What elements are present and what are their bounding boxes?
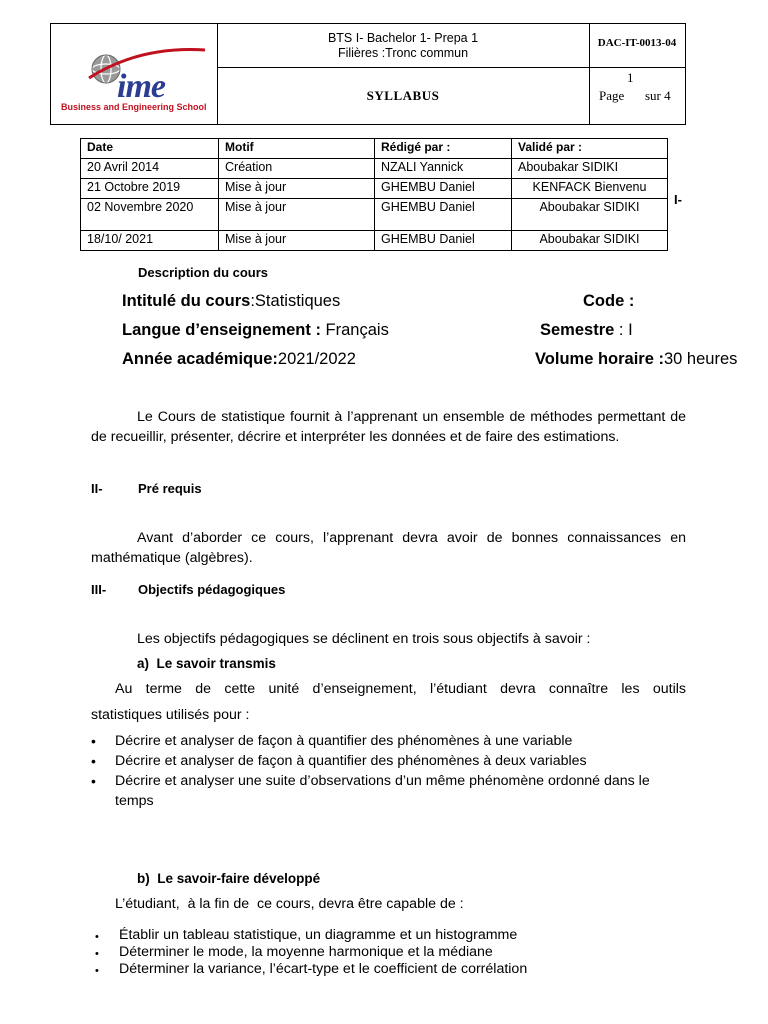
doc-title: SYLLABUS <box>366 88 440 103</box>
savoir-faire-list <box>92 927 692 978</box>
list-item: • Établir un tableau statistique, un diagramme et un histogramme <box>92 927 692 944</box>
list-item: • Déterminer la variance, l’écart-type et le coefficient de corrélation <box>92 961 692 978</box>
subsection-a <box>137 656 276 671</box>
list-item: • Décrire et analyser de façon à quantifier des phénomènes à deux variables <box>88 751 688 771</box>
table-cell: Création <box>219 159 375 179</box>
subsection-a-intro-line2: statistiques utilisés pour : <box>91 707 250 723</box>
course-title-value: :Statistiques <box>250 292 341 310</box>
list-item: • Décrire et analyser de façon à quantifier des phénomènes à une variable <box>88 731 688 751</box>
table-row <box>81 159 668 179</box>
subsection-a-label: a) <box>137 656 150 671</box>
semester-label: Semestre <box>540 321 615 339</box>
section-title: Objectifs pédagogiques <box>138 582 286 597</box>
page-total: sur 4 <box>645 88 671 103</box>
table-row <box>81 231 668 251</box>
logo-tagline: Business and Engineering School <box>61 102 207 112</box>
course-title-line <box>122 292 340 311</box>
section-number: II- <box>91 481 103 496</box>
table-cell: 02 Novembre 2020 <box>81 199 219 231</box>
table-cell: Aboubakar SIDIKI <box>512 231 668 251</box>
subsection-b-intro: L’étudiant, à la fin de ce cours, devra être capable de : <box>115 896 464 912</box>
list-item: • Déterminer le mode, la moyenne harmonique et la médiane <box>92 944 692 961</box>
course-code-label: Code : <box>583 292 635 310</box>
table-row <box>81 199 668 231</box>
subsection-b-title: Le savoir-faire développé <box>157 871 321 886</box>
table-cell: Mise à jour <box>219 231 375 251</box>
column-header: Motif <box>219 139 375 159</box>
column-header: Rédigé par : <box>375 139 512 159</box>
table-cell: GHEMBU Daniel <box>375 199 512 231</box>
table-header-row <box>81 139 668 159</box>
prereq-text: Avant d’aborder ce cours, l’apprenant devra avoir de bonnes connaissances en mathématique (algèbres). <box>91 530 686 566</box>
table-cell: Aboubakar SIDIKI <box>512 199 668 231</box>
savoir-transmis-list <box>88 731 688 811</box>
table-cell: GHEMBU Daniel <box>375 179 512 199</box>
course-description: Le Cours de statistique fournit à l’apprenant un ensemble de méthodes permettant de de recueillir, présenter, décrire et interpréter les données et de faire des estimations. <box>91 409 686 445</box>
language-value: Français <box>325 321 389 339</box>
subsection-b-label: b) <box>137 871 150 886</box>
year-line <box>122 350 356 369</box>
semester-line <box>540 321 633 340</box>
volume-line <box>535 350 737 369</box>
subsection-b <box>137 871 320 886</box>
programs-line2: Filières :Tronc commun <box>337 46 469 60</box>
subsection-a-intro-line1: Au terme de cette unité d’enseignement, l’étudiant devra connaître les outils <box>115 681 686 697</box>
table-row <box>81 179 668 199</box>
header-center <box>217 24 590 124</box>
programs-line1: BTS I- Bachelor 1- Prepa 1 <box>327 31 479 45</box>
table-cell: Mise à jour <box>219 199 375 231</box>
document-header <box>50 23 686 125</box>
year-value: 2021/2022 <box>277 350 356 368</box>
table-cell: 21 Octobre 2019 <box>81 179 219 199</box>
table-cell: 18/10/ 2021 <box>81 231 219 251</box>
semester-value: : I <box>618 321 633 339</box>
section-title: Description du cours <box>138 265 269 280</box>
programs-cell <box>217 24 589 68</box>
table-cell: Aboubakar SIDIKI <box>512 159 668 179</box>
section-number: III- <box>91 582 107 597</box>
subsection-a-title: Le savoir transmis <box>156 656 276 671</box>
volume-value: 30 heures <box>663 350 738 368</box>
table-cell: GHEMBU Daniel <box>375 231 512 251</box>
objectives-intro: Les objectifs pédagogiques se déclinent en trois sous objectifs à savoir : <box>137 631 591 647</box>
table-cell: 20 Avril 2014 <box>81 159 219 179</box>
course-title-label: Intitulé du cours <box>122 292 251 310</box>
column-header: Date <box>81 139 219 159</box>
list-item: • Décrire et analyser une suite d’observations d’un même phénomène ordonné dans le temps <box>88 771 688 811</box>
doc-code: DAC-IT-0013-04 <box>589 24 685 68</box>
volume-label: Volume horaire : <box>535 350 664 368</box>
logo-wordmark: ime <box>117 68 165 105</box>
column-header: Validé par : <box>512 139 668 159</box>
header-right <box>589 24 685 124</box>
page-info <box>589 68 685 124</box>
page-label: Page <box>599 88 625 103</box>
year-label: Année académique: <box>122 350 278 368</box>
page-number: 1 <box>627 70 634 85</box>
revision-table <box>80 138 668 251</box>
section-title: Pré requis <box>138 481 202 496</box>
section-number: I- <box>674 192 682 207</box>
logo-cell <box>51 24 218 124</box>
language-label: Langue d’enseignement : <box>122 321 321 339</box>
table-cell: Mise à jour <box>219 179 375 199</box>
language-line <box>122 321 389 340</box>
table-cell: NZALI Yannick <box>375 159 512 179</box>
table-cell: KENFACK Bienvenu <box>512 179 668 199</box>
